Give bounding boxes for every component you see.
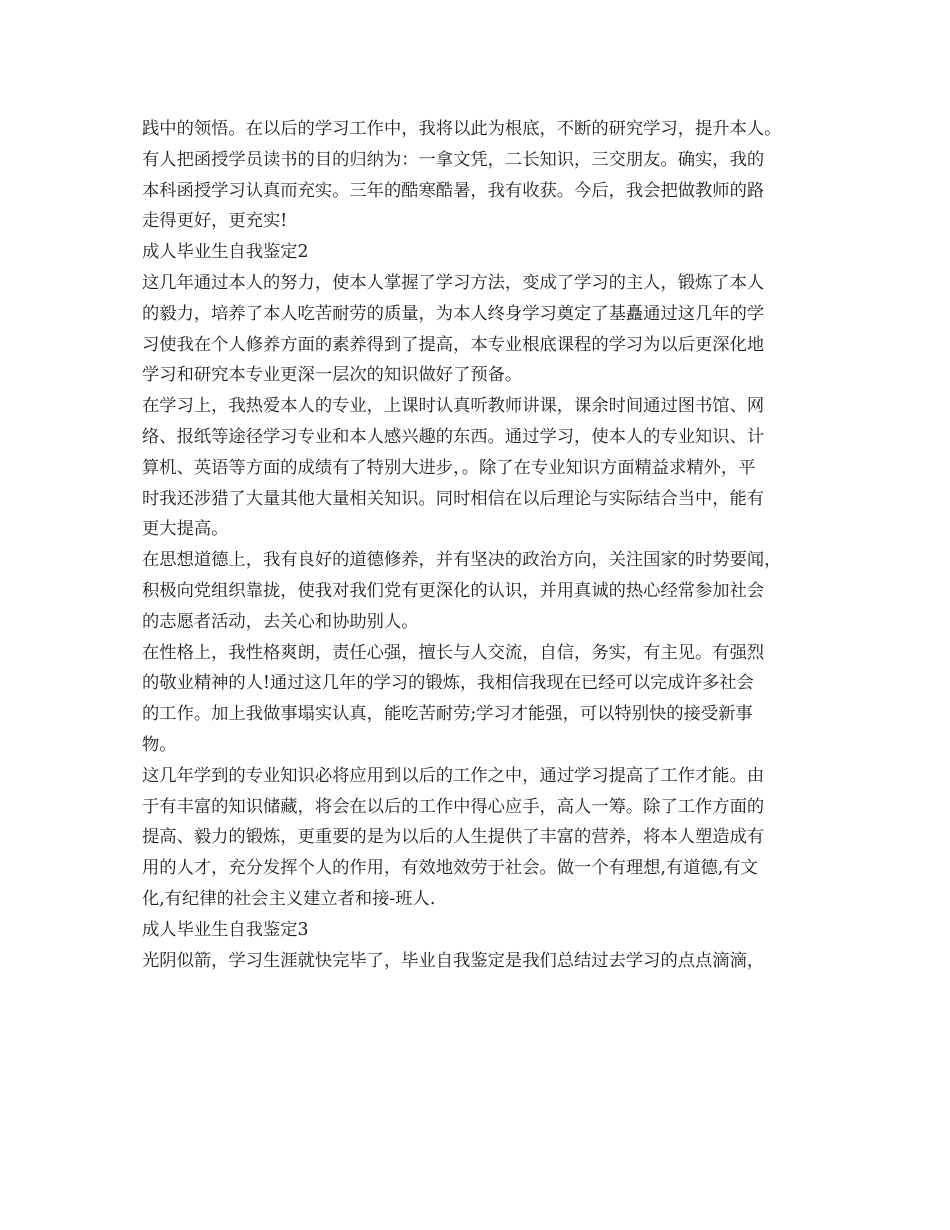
- text-line: 于有丰富的知识储藏，将会在以后的工作中得心应手，高人一筹。除了工作方面的: [142, 796, 765, 817]
- document-body: [142, 114, 817, 976]
- text-line: 积极向党组织靠拢，使我对我们党有更深化的认识，并用真诚的热心经常参加社会: [142, 580, 765, 601]
- text-line: 走得更好，更充实!: [142, 211, 288, 232]
- section-heading: 成人毕业生自我鉴定3: [142, 919, 309, 940]
- text-line: 算机、英语等方面的成绩有了特别大进步，。除了在专业知识方面精益求精外，平: [142, 457, 756, 478]
- text-line: 践中的领悟。在以后的学习工作中，我将以此为根底，不断的研究学习，提升本人。: [142, 119, 782, 139]
- text-line: 提高、毅力的锻炼，更重要的是为以后的人生提供了丰富的营养，将本人塑造成有: [142, 827, 765, 848]
- text-line: 本科函授学习认真而充实。三年的酷寒酷暑，我有收获。今后，我会把做教师的路: [142, 180, 765, 201]
- section-heading: 成人毕业生自我鉴定2: [142, 242, 309, 263]
- text-line: 学习和研究本专业更深一层次的知识做好了预备。: [142, 365, 523, 386]
- text-line: 的工作。加上我做事塌实认真，能吃苦耐劳;学习才能强，可以特别快的接受新事: [142, 704, 753, 725]
- text-line: 时我还涉猎了大量其他大量相关知识。同时相信在以后理论与实际结合当中，能有: [142, 488, 765, 509]
- text-line: 络、报纸等途径学习专业和本人感兴趣的东西。通过学习，使本人的专业知识、计: [142, 426, 765, 447]
- text-line: 用的人才，充分发挥个人的作用，有效地效劳于社会。做一个有理想,有道德,有文: [142, 858, 758, 879]
- text-line: 的毅力，培养了本人吃苦耐劳的质量，为本人终身学习奠定了基矗通过这几年的学: [142, 303, 765, 324]
- text-line: 光阴似箭，学习生涯就快完毕了，毕业自我鉴定是我们总结过去学习的点点滴滴，: [142, 950, 765, 971]
- text-line: 在学习上，我热爱本人的专业，上课时认真听教师讲课，课余时间通过图书馆、网: [142, 396, 765, 417]
- text-line: 这几年通过本人的努力，使本人掌握了学习方法，变成了学习的主人，锻炼了本人: [142, 272, 765, 293]
- text-line: 在思想道德上，我有良好的道德修养，并有坚决的政治方向，关注国家的时势要闻，: [142, 550, 782, 571]
- text-line: 的敬业精神的人!通过这几年的学习的锻炼，我相信我现在已经可以完成许多社会: [142, 673, 754, 694]
- text-line: 更大提高。: [142, 519, 229, 540]
- text-line: 化,有纪律的社会主义建立者和接-班人.: [142, 888, 436, 909]
- text-line: 这几年学到的专业知识必将应用到以后的工作之中，通过学习提高了工作才能。由: [142, 765, 765, 786]
- text-line: 有人把函授学员读书的目的归纳为：一拿文凭，二长知识，三交朋友。确实，我的: [142, 149, 765, 170]
- text-line: 的志愿者活动，去关心和协助别人。: [142, 611, 419, 632]
- text-line: 习使我在个人修养方面的素养得到了提高，本专业根底课程的学习为以后更深化地: [142, 334, 765, 355]
- text-line: 在性格上，我性格爽朗，责任心强，擅长与人交流，自信，务实，有主见。有强烈: [142, 642, 765, 663]
- text-line: 物。: [142, 734, 177, 755]
